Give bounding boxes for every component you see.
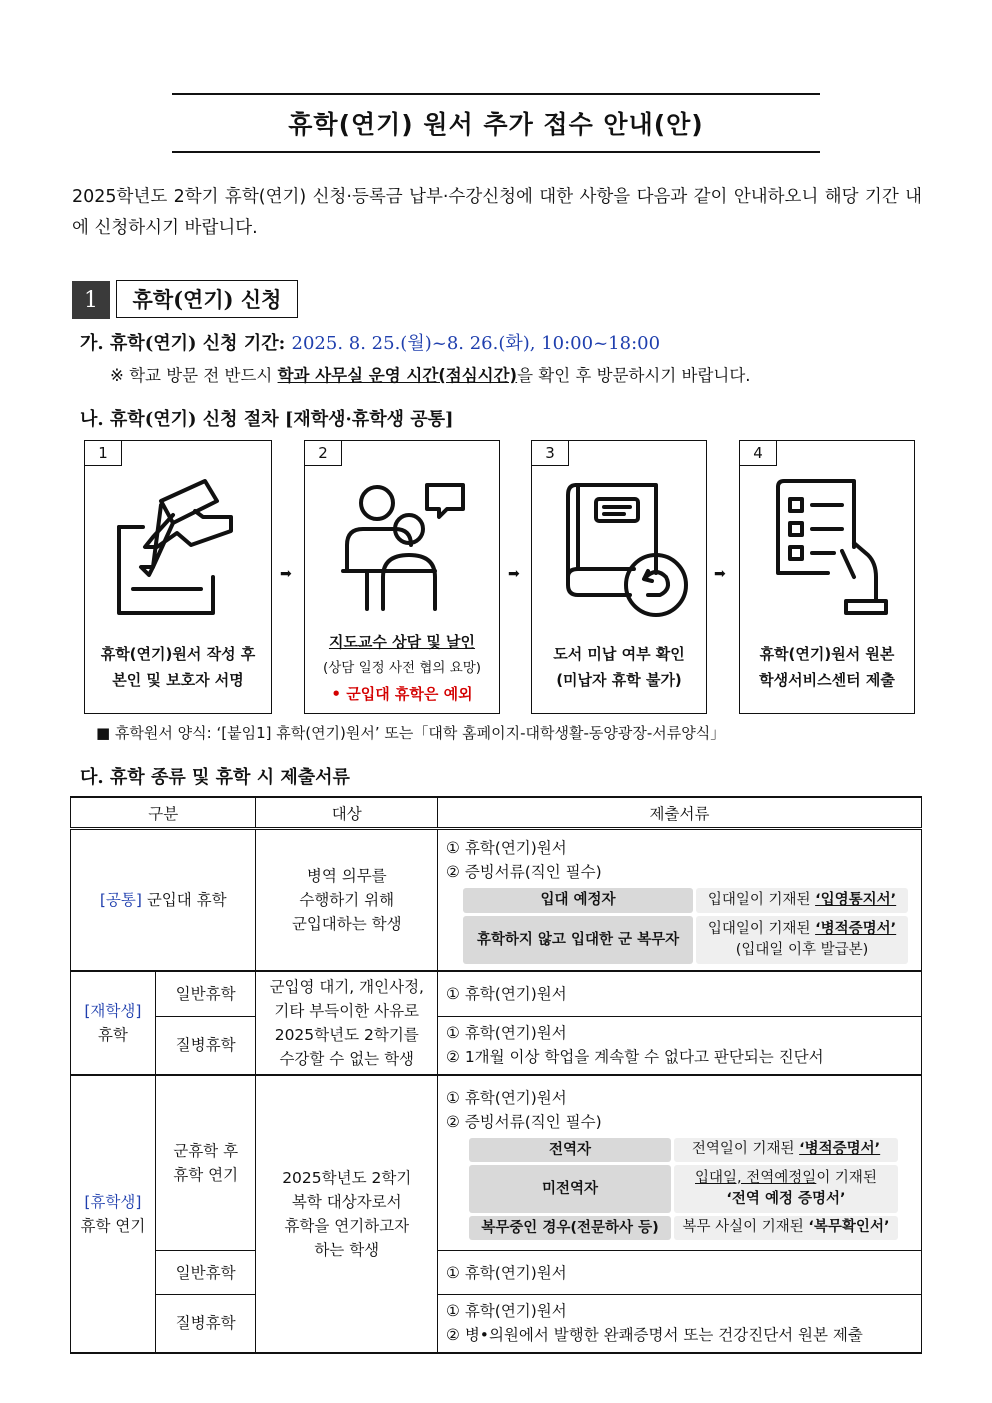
- documents-heading: 다. 휴학 종류 및 휴학 시 제출서류: [80, 767, 350, 788]
- target-line: 기타 부득이한 사유로: [274, 1001, 420, 1020]
- category-name: 휴학 연기: [80, 1216, 146, 1235]
- military-category: [71, 829, 256, 971]
- doc-pre: 전역일이 기재된: [691, 1141, 795, 1158]
- step-caption-line: 도서 미납 여부 확인: [553, 645, 685, 663]
- doc-key: ‘입영통지서’: [815, 891, 897, 908]
- onleave-military-docs: [438, 1075, 922, 1251]
- note-suffix: 을 확인 후 방문하시기 바랍니다.: [517, 366, 751, 385]
- doc-item: ① 휴학(연기)원서: [446, 1302, 567, 1321]
- doc-key: ‘전역 예정 증명서’: [726, 1190, 846, 1207]
- doc-key: ‘병적증명서’: [815, 920, 897, 937]
- table-row-onleave-illness: [71, 1295, 922, 1353]
- doc-item: ① 휴학(연기)원서: [446, 1088, 567, 1107]
- target-line: 복학 대상자로서: [291, 1192, 402, 1211]
- doc-pre-underline: 입대일, 전역예정일: [695, 1169, 817, 1186]
- table-row-onleave-general: [71, 1251, 922, 1295]
- table-row-enrolled-illness: [71, 1017, 922, 1075]
- discharge-sub-table: [469, 1138, 913, 1240]
- arrow-right-icon: ➡: [714, 566, 726, 582]
- step-box-2: [304, 440, 500, 714]
- enrolled-general-docs: [438, 971, 922, 1017]
- header-target: 대상: [256, 797, 438, 829]
- step-caption: [305, 629, 499, 707]
- sub-row-doc: [696, 888, 908, 913]
- doc-key: ‘복무확인서’: [808, 1219, 890, 1236]
- military-exception-note: • 군입대 휴학은 예외: [331, 685, 473, 703]
- doc-key: ‘병적증명서’: [799, 1141, 881, 1158]
- doc-pre: 입대일이 기재된: [707, 920, 811, 937]
- hand-writing-icon: [113, 475, 243, 625]
- sub-row-label: 복무중인 경우(전문하사 등): [469, 1216, 671, 1240]
- step-number: 4: [740, 441, 777, 466]
- form-note: ■ 휴학원서 양식: ‘[붙임1] 휴학(연기)원서’ 또는「대학 홈페이지-대학생활-동양광장-서류양식」: [96, 724, 726, 742]
- header-category: 구분: [71, 797, 256, 829]
- step-caption: [740, 641, 914, 693]
- sub-row-label: 전역자: [469, 1138, 671, 1162]
- target-line: 하는 학생: [314, 1240, 380, 1259]
- doc-sub: (입대일 이후 발급본): [735, 941, 869, 958]
- sub-row-doc: [696, 916, 908, 964]
- application-period-line: [80, 329, 660, 355]
- step-caption-line: (미납자 휴학 불가): [556, 671, 682, 689]
- onleave-target: [256, 1075, 438, 1353]
- period-value: 2025. 8. 25.(월)~8. 26.(화), 10:00~18:00: [291, 333, 661, 354]
- enrolled-illness-docs: [438, 1017, 922, 1075]
- sub-row-label: 입대 예정자: [463, 888, 693, 913]
- military-documents: [438, 829, 922, 971]
- enrolled-illness-label: 질병휴학: [155, 1017, 256, 1075]
- step-caption-line: 본인 및 보호자 서명: [112, 671, 244, 689]
- enrolled-target: [256, 971, 438, 1075]
- table-row-onleave-military: [71, 1075, 922, 1251]
- leave-documents-table: [70, 796, 922, 1354]
- step-caption: [532, 641, 706, 693]
- enrolled-general-label: 일반휴학: [155, 971, 256, 1017]
- doc-item: ② 병•의원에서 발행한 완쾌증명서 또는 건강진단서 원본 제출: [446, 1326, 863, 1345]
- page-title: 휴학(연기) 원서 추가 접수 안내(안): [172, 93, 820, 153]
- arrow-right-icon: ➡: [508, 566, 520, 582]
- book-return-icon: [564, 477, 694, 617]
- doc-pre: 복무 사실이 기재된: [682, 1219, 804, 1236]
- step-caption-line: 지도교수 상담 및 날인: [328, 633, 476, 651]
- section-number: 1: [72, 281, 110, 319]
- category-tag: [공통]: [99, 890, 142, 909]
- onleave-general-label: 일반휴학: [155, 1251, 256, 1295]
- visit-note: [110, 362, 751, 386]
- intro-paragraph: 2025학년도 2학기 휴학(연기) 신청·등록금 납부·수강신청에 대한 사항을 다음과 같이 안내하오니 해당 기간 내에 신청하시기 바랍니다.: [72, 187, 922, 238]
- arrow-right-icon: ➡: [280, 566, 292, 582]
- onleave-illness-docs: [438, 1295, 922, 1353]
- target-line: 2025학년도 2학기: [282, 1168, 412, 1187]
- step-number: 2: [305, 441, 342, 466]
- step-caption-line: 학생서비스센터 제출: [759, 671, 895, 689]
- sub-row-label: 미전역자: [469, 1165, 671, 1213]
- step-box-4: [739, 440, 915, 714]
- counseling-icon: [339, 481, 469, 611]
- target-line: 수강할 수 없는 학생: [279, 1049, 415, 1068]
- enrolled-category: [71, 971, 156, 1075]
- period-label: 가. 휴학(연기) 신청 기간:: [80, 333, 286, 354]
- target-line: 군입영 대기, 개인사정,: [269, 977, 424, 996]
- sub-row-label: 휴학하지 않고 입대한 군 복무자: [463, 916, 693, 964]
- doc-item: ① 휴학(연기)원서: [446, 1024, 567, 1043]
- table-row-enrolled-general: [71, 971, 922, 1017]
- onleave-illness-label: 질병휴학: [155, 1295, 256, 1353]
- onleave-general-docs: [438, 1251, 922, 1295]
- step-caption-line: 휴학(연기)원서 원본: [759, 645, 895, 663]
- military-sub-table: [463, 888, 913, 964]
- military-target: [256, 829, 438, 971]
- label-line: 군휴학 후: [173, 1141, 239, 1160]
- sub-row-doc: [674, 1216, 898, 1240]
- step-caption-line: 휴학(연기)원서 작성 후: [100, 645, 256, 663]
- target-line: 병역 의무를: [306, 866, 387, 885]
- doc-item: ① 휴학(연기)원서: [446, 984, 567, 1003]
- doc-item: ② 증빙서류(직인 필수): [446, 1112, 602, 1131]
- step-number: 1: [85, 441, 122, 466]
- category-tag: [휴학생]: [84, 1192, 142, 1211]
- doc-item: ① 휴학(연기)원서: [446, 1263, 567, 1282]
- header-documents: 제출서류: [438, 797, 922, 829]
- onleave-military-label: [155, 1075, 256, 1251]
- procedure-heading: 나. 휴학(연기) 신청 절차 [재학생·휴학생 공통]: [80, 409, 454, 430]
- onleave-category: [71, 1075, 156, 1353]
- step-box-3: [531, 440, 707, 714]
- target-line: 군입대하는 학생: [291, 914, 402, 933]
- step-caption: [85, 641, 271, 693]
- step-number: 3: [532, 441, 569, 466]
- target-line: 2025학년도 2학기를: [274, 1025, 419, 1044]
- sub-row-doc: [674, 1138, 898, 1162]
- note-underline: 학과 사무실 운영 시간(점심시간): [277, 366, 518, 385]
- doc-item: ② 1개월 이상 학업을 계속할 수 없다고 판단되는 진단서: [446, 1048, 824, 1067]
- document-hand-icon: [772, 477, 892, 617]
- target-line: 수행하기 위해: [299, 890, 395, 909]
- category-tag: [재학생]: [84, 1001, 142, 1020]
- table-row-military: [71, 829, 922, 971]
- note-prefix: ※ 학교 방문 전 반드시: [110, 366, 273, 385]
- doc-pre: 이 기재된: [816, 1169, 877, 1186]
- doc-item: ② 증빙서류(직인 필수): [446, 862, 602, 881]
- section-title: 휴학(연기) 신청: [116, 280, 298, 318]
- target-line: 휴학을 연기하고자: [284, 1216, 410, 1235]
- step-caption-line: (상담 일정 사전 협의 요망): [322, 660, 482, 676]
- category-name: 휴학: [97, 1025, 128, 1044]
- category-name: 군입대 휴학: [146, 890, 227, 909]
- doc-pre: 입대일이 기재된: [707, 891, 811, 908]
- step-box-1: [84, 440, 272, 714]
- doc-item: ① 휴학(연기)원서: [446, 838, 567, 857]
- sub-row-doc: [674, 1165, 898, 1213]
- label-line: 휴학 연기: [173, 1165, 239, 1184]
